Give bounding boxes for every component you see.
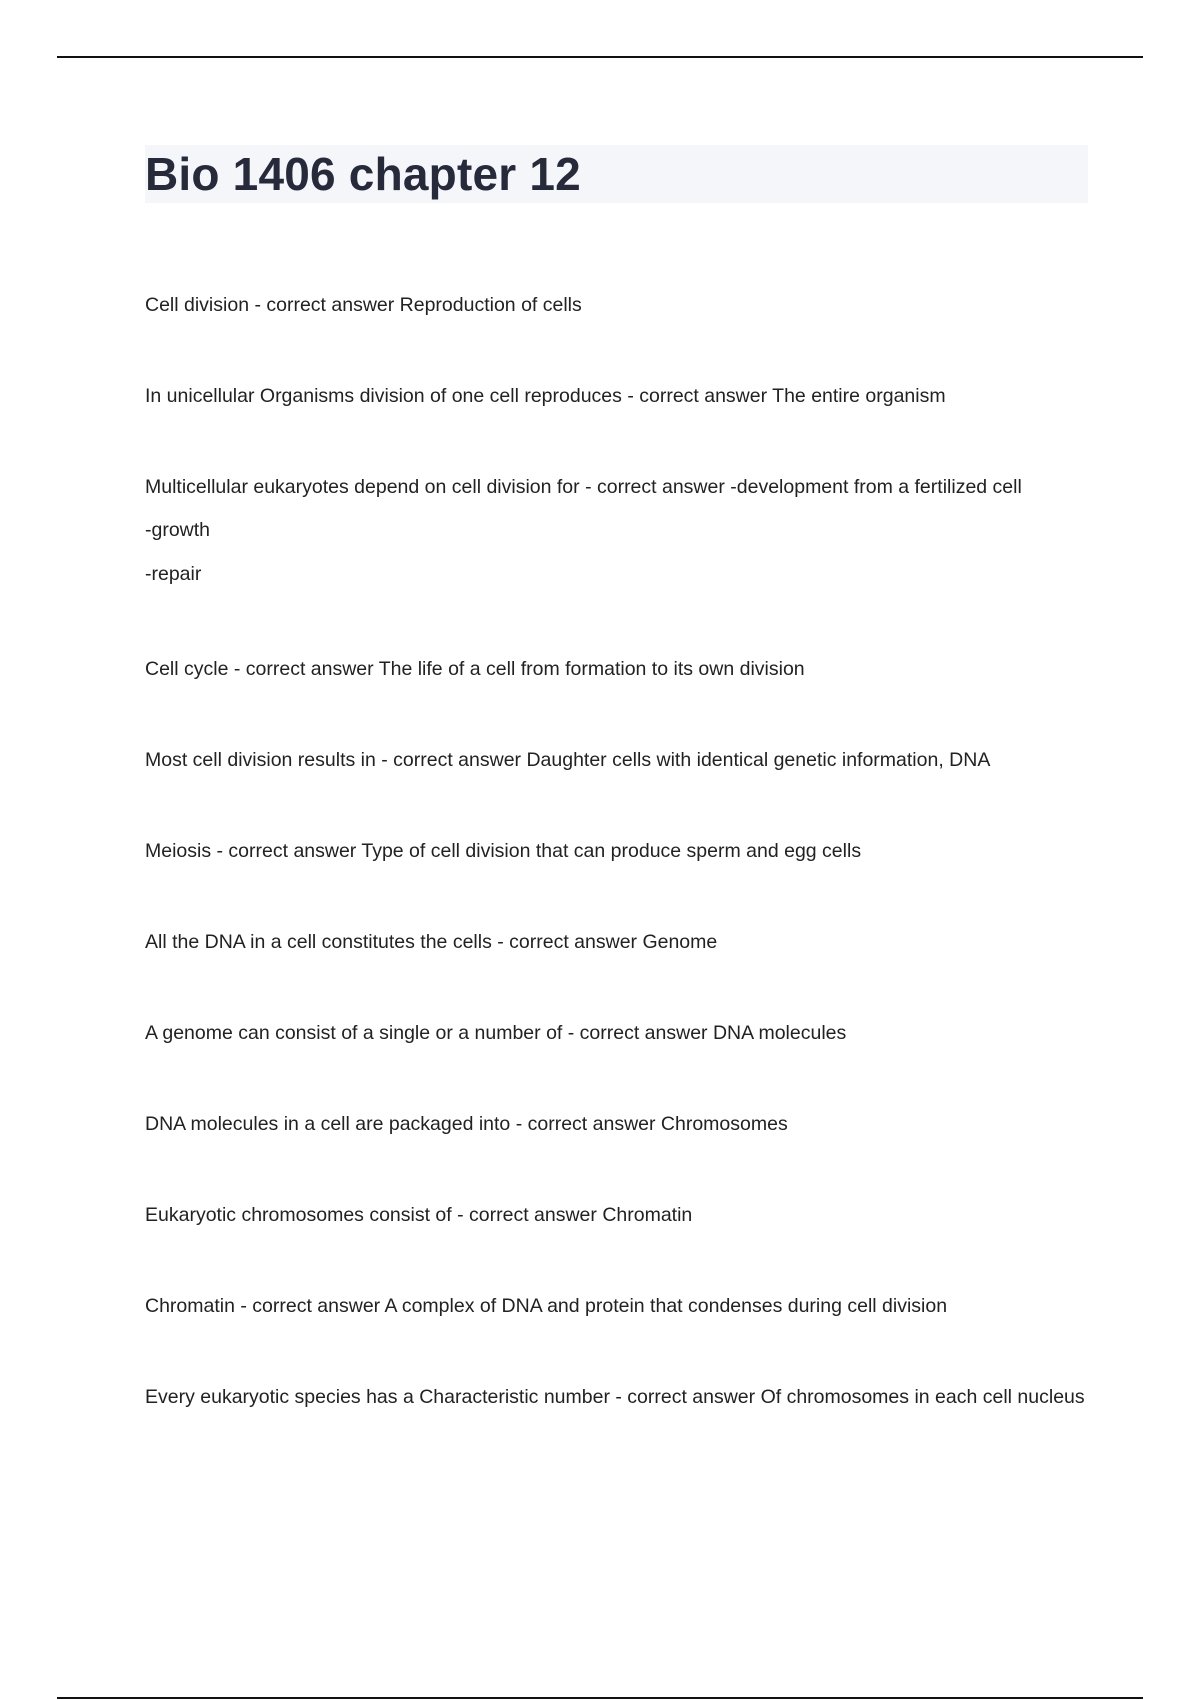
qa-text: A genome can consist of a single or a number of - correct answer DNA molecules [145, 1022, 847, 1044]
qa-item [145, 382, 1095, 411]
qa-item [145, 1292, 1095, 1321]
qa-item [145, 928, 1095, 957]
qa-item [145, 1110, 1095, 1139]
qa-item [145, 746, 1095, 775]
qa-extra-line: -growth [145, 519, 211, 541]
qa-item [145, 1019, 1095, 1048]
qa-item [145, 837, 1095, 866]
qa-item [145, 473, 1095, 589]
qa-text: Meiosis - correct answer Type of cell division that can produce sperm and egg cells [145, 840, 862, 862]
qa-text: Cell division - correct answer Reproduction of cells [145, 294, 582, 316]
qa-item [145, 291, 1095, 320]
bottom-divider [57, 1697, 1143, 1699]
qa-text: Most cell division results in - correct answer Daughter cells with identical genetic information, DNA [145, 749, 991, 771]
qa-text: Every eukaryotic species has a Characteristic number - correct answer Of chromosomes in each cell nucleus [145, 1386, 1085, 1408]
qa-text: DNA molecules in a cell are packaged into - correct answer Chromosomes [145, 1113, 788, 1135]
qa-text: In unicellular Organisms division of one cell reproduces - correct answer The entire organism [145, 385, 946, 407]
qa-item [145, 1383, 1085, 1412]
qa-text: Eukaryotic chromosomes consist of - correct answer Chromatin [145, 1204, 693, 1226]
top-divider [57, 56, 1143, 58]
qa-text: Multicellular eukaryotes depend on cell division for - correct answer -development from a fertilized cell [145, 476, 1022, 498]
qa-text: All the DNA in a cell constitutes the cells - correct answer Genome [145, 931, 718, 953]
qa-item [145, 655, 1095, 684]
qa-text: Chromatin - correct answer A complex of DNA and protein that condenses during cell division [145, 1295, 948, 1317]
qa-text: Cell cycle - correct answer The life of a cell from formation to its own division [145, 658, 805, 680]
page-title: Bio 1406 chapter 12 [145, 148, 581, 200]
qa-item [145, 1201, 1095, 1230]
qa-extra-line: -repair [145, 563, 202, 585]
